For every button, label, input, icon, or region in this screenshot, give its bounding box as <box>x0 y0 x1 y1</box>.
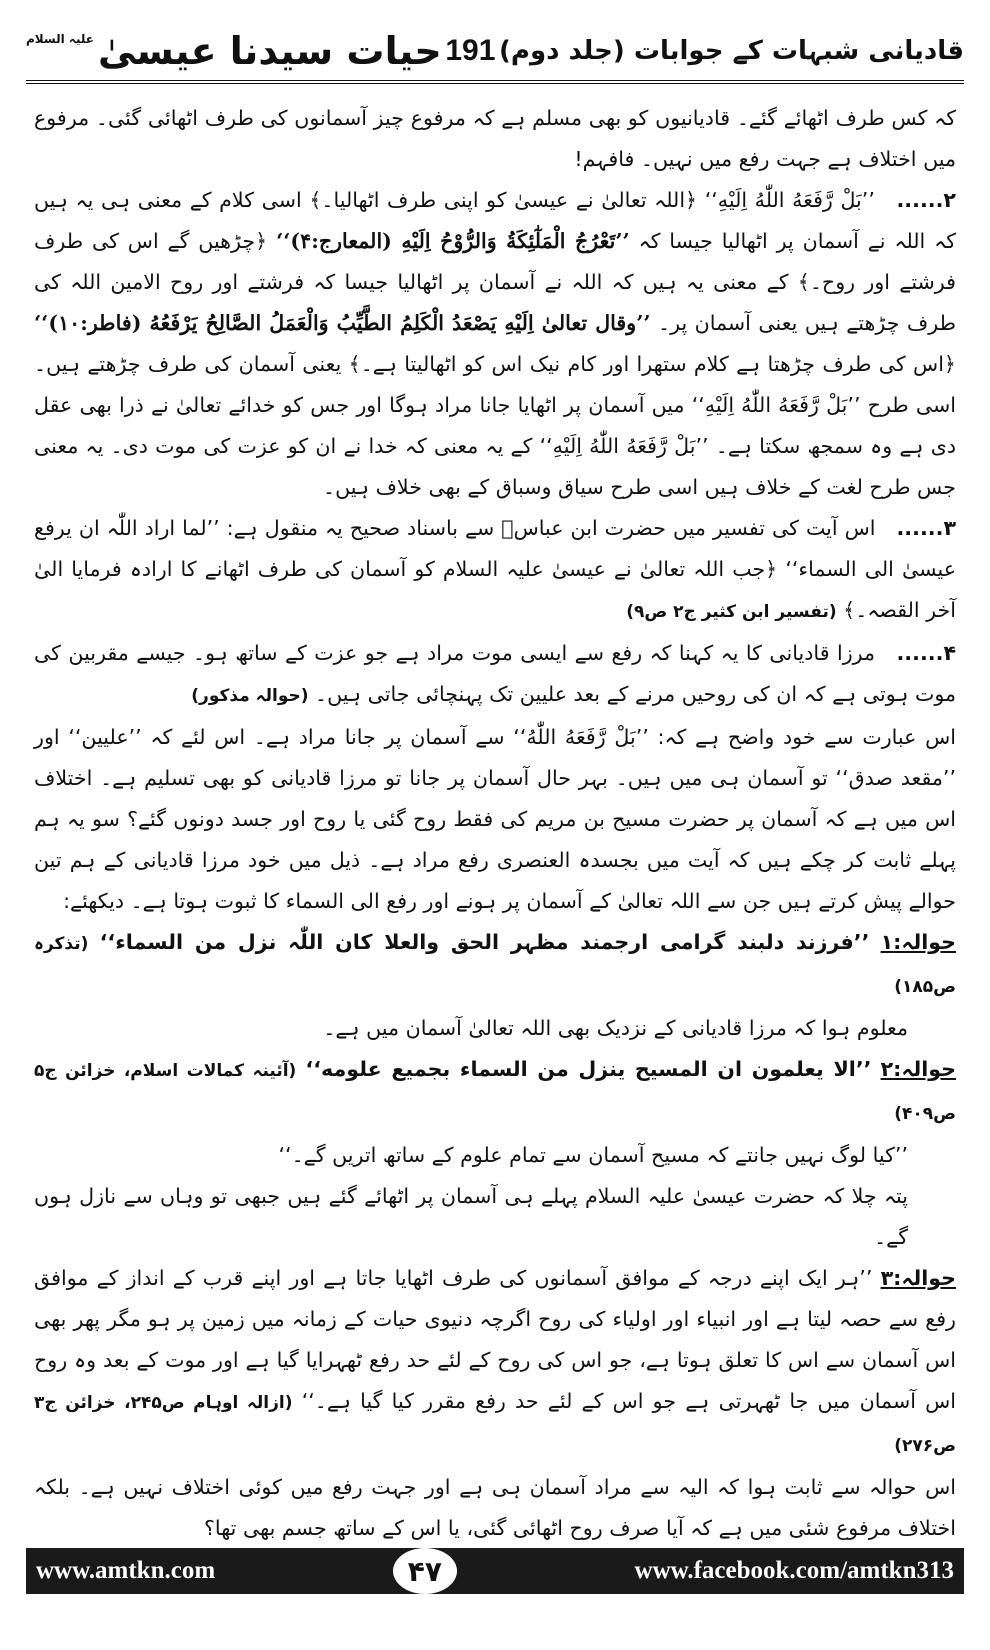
point-2-text-a: ’’بَلْ رَّفَعَهُ اللّٰهُ اِلَيْهِ‘‘ ﴿اللہ تعالیٰ نے عیسیٰ کو اپنی طرف اٹھالیا۔﴾ اسی کلام کے معنی ہی یہ ہیں کہ اللہ نے آسمان پر اٹھالیا جیسا کہ <box>34 188 957 253</box>
point-2 <box>34 180 956 508</box>
page-number: 191 <box>445 34 496 67</box>
reference-1-label: حوالہ:۱ <box>880 930 957 954</box>
page-footer <box>26 1548 964 1594</box>
reference-2-quote: ’’الا یعلمون ان المسیح ینزل من السماء بجمیع علومه‘‘ <box>305 1057 872 1081</box>
intro-paragraph: کہ کس طرف اٹھائے گئے۔ قادیانیوں کو بھی مسلم ہے کہ مرفوع چیز آسمانوں کی طرف اٹھائی گئی۔ مرفوع میں اختلاف ہے جہت رفع میں نہیں۔ فافہم! <box>34 106 956 171</box>
reference-1-note: معلوم ہوا کہ مرزا قادیانی کے نزدیک بھی اللہ تعالیٰ آسمان میں ہے۔ <box>323 1016 908 1040</box>
reference-1-quote: ’’فرزند دلبند گرامی ارجمند مظہر الحق والعلا کان اللّٰہ نزل من السماء‘‘ <box>99 930 870 954</box>
point-4-reference: (حوالہ مذکور) <box>191 686 309 706</box>
conclusion-paragraph: اس حوالہ سے ثابت ہوا کہ الیہ سے مراد آسمان ہی ہے اور جہت رفع میں کوئی اختلاف نہیں ہے۔ بلکہ اختلاف مرفوع شئی میں ہے کہ آیا صرف روح اٹھائی گئی، یا اس کے ساتھ جسم بھی تھا؟ <box>34 1475 956 1540</box>
point-3 <box>34 508 956 633</box>
point-4-number: ۴...... <box>896 641 957 665</box>
point-2-text-c: ﴿اس کی طرف چڑھتا ہے کلام ستھرا اور کام نیک اس کو اٹھالیتا ہے۔﴾ یعنی آسمان کی طرف چڑھتے ہیں۔ اسی طرح ’’بَلْ رَّفَعَهُ اللّٰهُ اِلَيْهِ‘‘ میں آسمان پر اٹھایا جانا مراد ہوگا اور جس کو خدائے تعالیٰ نے ذرا بھی عقل دی ہے وہ سمجھ سکتا ہے۔ ’’بَلْ رَّفَعَهُ اللّٰهُ اِلَيْهِ‘‘ کے یہ معنی کہ خدا نے ان کو عزت کی موت دی۔ یہ معنی جس طرح لغت کے خلاف ہیں اسی طرح سیاق وسباق کے بھی خلاف ہیں۔ <box>34 352 956 499</box>
reference-2-label: حوالہ:۲ <box>880 1057 957 1081</box>
website-link[interactable]: www.amtkn.com <box>36 1557 216 1584</box>
book-title <box>26 29 442 73</box>
book-title-text: حیات سیدنا عیسیٰ <box>97 29 442 73</box>
point-3-text: اس آیت کی تفسیر میں حضرت ابن عباسؓ سے باسناد صحیح یہ منقول ہے: ’’لما اراد اللّٰہ ان یرفع عیسیٰ الی السماء‘‘ ﴿جب اللہ تعالیٰ نے عیسیٰ علیہ السلام کو آسمان کی طرف اٹھانے کا ارادہ فرمایا الیٰ آخر القصہ۔﴾ <box>34 516 956 622</box>
reference-2-translation: ’’کیا لوگ نہیں جانتے کہ مسیح آسمان سے تمام علوم کے ساتھ اتریں گے۔‘‘ <box>278 1143 908 1167</box>
body-text <box>34 98 957 1540</box>
reference-2 <box>34 1049 956 1135</box>
point-2-quote-2: ’’وقال تعالیٰ اِلَيْهِ يَصْعَدُ الْكَلِمُ الطَّيِّبُ وَالْعَمَلُ الصَّالِحُ يَرْفَعُهُ (فاطر:۱۰)‘‘ <box>34 311 651 335</box>
reference-1-citation: (تذکرہ ص۱۸۵) <box>34 934 956 997</box>
reference-3-quote: ’’ہر ایک اپنے درجہ کے موافق آسمانوں کی طرف اٹھایا جاتا ہے اور اپنے قرب کے انداز کے موافق رفع سے حصہ لیتا ہے اور انبیاء اور اولیاء کی روح اگرچہ دنیوی حیات کے زمانہ میں زمین پر ہو مگر پھر بھی اس آسمان سے اس کا تعلق ہوتا ہے، جو اس کی روح کے لئے حد رفع ٹھہرایا گیا ہے اور موت کے بعد وہ روح اس آسمان میں جا ٹھہرتی ہے جو اس کے لئے حد رفع مقرر کیا گیا ہے۔‘‘ <box>34 1266 956 1413</box>
point-3-reference: (تفسیر ابن کثیر ج۲ ص۹) <box>626 602 837 622</box>
reference-2-note: پتہ چلا کہ حضرت عیسیٰ علیہ السلام پہلے ہی آسمان پر اٹھائے گئے ہیں جبھی تو وہاں سے نازل ہوں گے۔ <box>34 1184 908 1249</box>
reference-2-citation: (آئینہ کمالات اسلام، خزائن ج۵ ص۴۰۹) <box>34 1061 956 1124</box>
facebook-link[interactable]: www.facebook.com/amtkn313 <box>634 1557 954 1584</box>
explanation-paragraph: اس عبارت سے خود واضح ہے کہ: ’’بَلْ رَّفَعَهُ اللّٰهُ‘‘ سے آسمان پر جانا مراد ہے۔ اس لئے کہ ’’علیین‘‘ اور ’’مقعد صدق‘‘ تو آسمان ہی میں ہیں۔ بہر حال آسمان پر جانا تو مرزا قادیانی کو بھی تسلیم ہے۔ اختلاف اس میں ہے کہ آسمان پر حضرت مسیح بن مریم کی فقط روح گئی یا روح اور جسد دونوں گئے؟ سو یہ ہم پہلے ثابت کر چکے ہیں کہ آیت میں بجسدہ العنصری رفع مراد ہے۔ ذیل میں خود مرزا قادیانی کے ہم تین حوالے پیش کرتے ہیں جن سے اللہ تعالیٰ کے آسمان پر ہونے اور رفع الی السماء کا ثبوت ہوتا ہے۔ دیکھئے: <box>34 725 956 913</box>
point-2-number: ۲...... <box>896 188 956 212</box>
reference-3-citation: (ازالہ اوہام ص۲۴۵، خزائن ج۳ ص۲۷۶) <box>34 1393 956 1456</box>
reference-3-label: حوالہ:۳ <box>880 1266 957 1290</box>
page-header <box>26 22 964 84</box>
reference-1 <box>34 922 956 1008</box>
point-4-text: مرزا قادیانی کا یہ کہنا کہ رفع سے ایسی موت مراد ہے جو عزت کے ساتھ ہو۔ جیسے مقربین کی موت ہوتی ہے کہ ان کی روحیں مرنے کے بعد علیین تک پہنچائی جاتی ہیں۔ <box>34 641 956 706</box>
point-3-number: ۳...... <box>896 516 957 540</box>
point-4 <box>34 633 956 717</box>
honorific: علیہ السلام <box>26 32 94 46</box>
point-2-quote: ’’تَعْرُجُ الْمَلٰٓئِكَةُ وَالرُّوْحُ اِلَيْهِ (المعارج:۴)‘‘ <box>276 229 630 253</box>
page-badge: ۴۷ <box>393 1548 457 1594</box>
series-title: قادیانی شبہات کے جوابات (جلد دوم) <box>499 36 964 66</box>
reference-3 <box>34 1258 956 1467</box>
point-2-text-b: ﴿چڑھیں گے اس کی طرف فرشتے اور روح۔﴾ کے معنی یہ ہیں کہ اللہ نے آسمان پر اٹھالیا جیسا کہ فرشتے اور روح الامین اللہ کی طرف چڑھتے ہیں یعنی آسمان پر۔ <box>34 229 957 335</box>
